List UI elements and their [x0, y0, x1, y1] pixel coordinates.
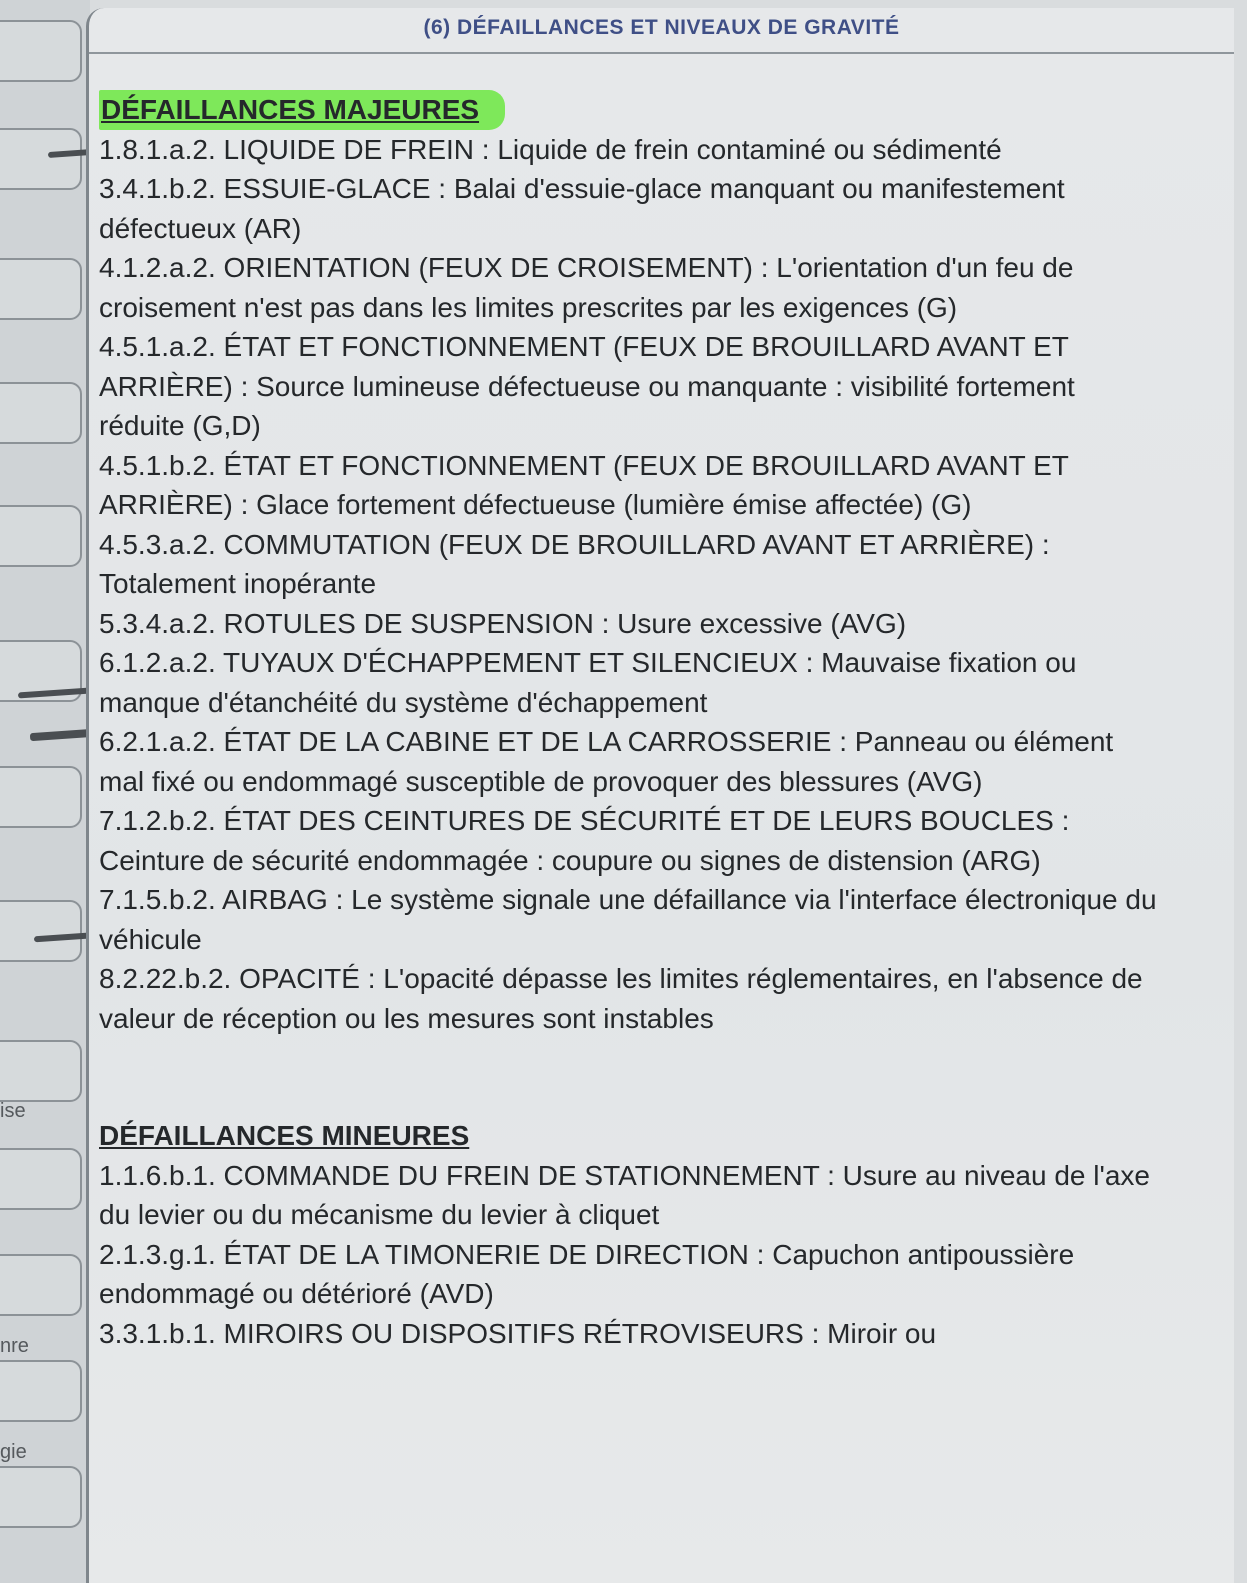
list-item: 6.2.1.a.2. ÉTAT DE LA CABINE ET DE LA CARROSSERIE : Panneau ou élément mal fixé ou endommagé susceptible de provoquer des blessures (AVG) [99, 726, 1114, 797]
sheet-tab [0, 1466, 82, 1528]
sheet-tab [0, 1360, 82, 1422]
list-item: 3.4.1.b.2. ESSUIE-GLACE : Balai d'essuie-glace manquant ou manifestement défectueux (AR) [99, 173, 1065, 244]
sheet-tab [0, 1254, 82, 1316]
header-title: (6) DÉFAILLANCES ET NIVEAUX DE GRAVITÉ [423, 16, 900, 39]
list-item: 7.1.5.b.2. AIRBAG : Le système signale une défaillance via l'interface électronique du véhicule [99, 884, 1157, 955]
document-page [86, 8, 1234, 1583]
list-item: 4.1.2.a.2. ORIENTATION (FEUX DE CROISEMENT) : L'orientation d'un feu de croisement n'est pas dans les limites prescrites par les exigences (G) [99, 252, 1074, 323]
list-item: 1.1.6.b.1. COMMANDE DU FREIN DE STATIONNEMENT : Usure au niveau de l'axe du levier ou du mécanisme du levier à cliquet [99, 1159, 1150, 1230]
side-label: gie [0, 1441, 27, 1463]
section-minor [99, 1116, 1159, 1353]
side-label: ise [0, 1100, 26, 1122]
sheet-tab [0, 382, 82, 444]
section-gap [99, 1038, 1159, 1116]
sheet-tab [0, 1148, 82, 1210]
section-major [99, 90, 1159, 1038]
document-header [89, 16, 1234, 54]
sheet-tab [0, 128, 82, 190]
sheet-tab [0, 1040, 82, 1102]
list-item: 3.3.1.b.1. MIROIRS OU DISPOSITIFS RÉTROVISEURS : Miroir ou [99, 1317, 937, 1349]
list-item: 1.8.1.a.2. LIQUIDE DE FREIN : Liquide de frein contaminé ou sédimenté [99, 133, 1002, 165]
underlying-sheet-strip [0, 0, 90, 1583]
list-item: 4.5.1.a.2. ÉTAT ET FONCTIONNEMENT (FEUX DE BROUILLARD AVANT ET ARRIÈRE) : Source lumineuse défectueuse ou manquante : visibilité fortement réduite (G,D) [99, 331, 1075, 441]
list-item: 4.5.1.b.2. ÉTAT ET FONCTIONNEMENT (FEUX DE BROUILLARD AVANT ET ARRIÈRE) : Glace fortement défectueuse (lumière émise affectée) (G) [99, 449, 1069, 520]
sheet-tab [0, 766, 82, 828]
section-title-minor: DÉFAILLANCES MINEURES [99, 1120, 470, 1151]
sheet-tab [0, 20, 82, 82]
side-label: nre [0, 1335, 29, 1357]
document-content [99, 90, 1159, 1353]
list-item: 7.1.2.b.2. ÉTAT DES CEINTURES DE SÉCURITÉ ET DE LEURS BOUCLES : Ceinture de sécurité endommagée : coupure ou signes de distension (ARG) [99, 805, 1070, 876]
sheet-tab [0, 258, 82, 320]
section-title-major: DÉFAILLANCES MAJEURES [99, 90, 505, 130]
sheet-tab [0, 505, 82, 567]
list-item: 6.1.2.a.2. TUYAUX D'ÉCHAPPEMENT ET SILENCIEUX : Mauvaise fixation ou manque d'étanchéité du système d'échappement [99, 647, 1077, 718]
list-item: 2.1.3.g.1. ÉTAT DE LA TIMONERIE DE DIRECTION : Capuchon antipoussière endommagé ou détérioré (AVD) [99, 1238, 1075, 1309]
sheet-tab [0, 900, 82, 962]
list-item: 8.2.22.b.2. OPACITÉ : L'opacité dépasse les limites réglementaires, en l'absence de valeur de réception ou les mesures sont instables [99, 963, 1143, 1034]
list-item: 5.3.4.a.2. ROTULES DE SUSPENSION : Usure excessive (AVG) [99, 607, 907, 639]
list-item: 4.5.3.a.2. COMMUTATION (FEUX DE BROUILLARD AVANT ET ARRIÈRE) : Totalement inopérante [99, 528, 1050, 599]
